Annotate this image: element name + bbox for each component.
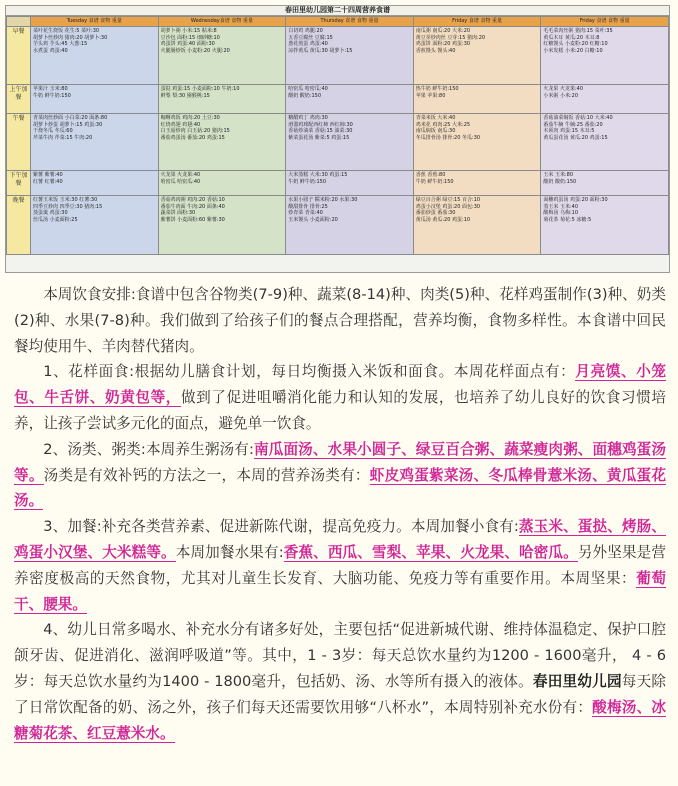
menu-item: 青菜肉丝炒面 小白菜:20 面条:80 — [33, 115, 108, 121]
snack-paragraph — [14, 514, 666, 617]
menu-cell — [541, 196, 669, 255]
menu-item: 五香豆腐丝 豆腐:15 — [288, 34, 333, 41]
soup-paragraph — [14, 437, 666, 514]
menu-item: 紫薯饼 小麦面粉:60 紫薯:30 — [160, 216, 225, 223]
snack-text-2: 本周加餐水果有: — [175, 543, 284, 561]
menu-item: 黄瓜木耳 黄瓜:20 木耳:8 — [543, 34, 600, 41]
menu-item: 酸梅汤 乌梅:10 — [543, 210, 579, 216]
nut-highlight: 葡萄干、腰果。 — [14, 569, 666, 613]
school-name: 春田里幼儿园 — [532, 672, 622, 690]
meal-label: 午餐 — [7, 114, 31, 171]
menu-item: 番茄鸡蛋汤 番茄:20 鸡蛋:15 — [160, 134, 225, 141]
menu-item: 牛奶 鲜牛奶:150 — [288, 178, 327, 185]
menu-item: 滑溜鸡球配西红柿 西红柿:30 — [288, 121, 353, 128]
menu-item: 酸甜排骨 排骨:25 — [288, 203, 328, 210]
menu-cell — [286, 171, 414, 196]
menu-item: 冬瓜排骨汤 排骨:20 冬瓜:30 — [415, 134, 481, 141]
intro-paragraph — [14, 282, 666, 359]
menu-item: 牛奶 鲜牛奶:150 — [33, 92, 71, 99]
menu-item: 蔬菜饼 面粉:30 — [160, 210, 196, 216]
weekly-menu-table-image — [5, 5, 670, 273]
soup-highlight: 南瓜面汤、水果小圆子、绿豆百合粥、蔬菜瘦肉粥、面穗鸡蛋汤等。 — [14, 440, 666, 484]
menu-item: 番茄牛腩 牛腩:25 番茄:20 — [543, 121, 603, 128]
soup-text-2: 汤类是有效补钙的方法之一，本周的营养汤类有： — [43, 466, 370, 484]
menu-cell — [541, 27, 669, 85]
menu-item: 番茄炒蛋 番茄:30 — [415, 210, 456, 216]
menu-item: 小米发糕 小米:20 白糖:10 — [543, 47, 603, 54]
meal-label: 下午加餐 — [7, 171, 31, 196]
menu-item: 苹果汁 玉米:80 — [33, 86, 68, 92]
menu-item: 白切鸡 鸡腿:20 — [288, 28, 323, 34]
menu-item: 胡萝卜炒蛋 胡萝卜:15 鸡蛋:30 — [33, 121, 103, 128]
menu-item: 黄瓜汤 黄瓜:20 鸡蛋:10 — [415, 216, 471, 223]
menu-cell — [31, 114, 159, 171]
meal-label: 早餐 — [7, 27, 31, 85]
menu-item: 糖醋鸡丁 鸡肉:30 — [288, 115, 328, 121]
menu-cell — [158, 196, 286, 255]
day-header: Thursday 食谱 食物 重量 — [286, 17, 414, 27]
menu-item: 木须肉 鸡蛋:15 木耳:5 — [543, 128, 595, 134]
menu-cell — [286, 85, 414, 114]
menu-row — [7, 27, 669, 85]
menu-item: 黄豆芽炒肉丝 豆芽:15 猪肉:20 — [415, 34, 486, 41]
menu-item: 番茄牛肉面 牛肉:20 面条:40 — [160, 203, 225, 210]
menu-item: 蒸蛋羹 鸡蛋:30 — [33, 210, 68, 216]
article-body — [14, 282, 666, 746]
menu-item: 水煮蛋 鸡蛋:40 — [33, 47, 68, 54]
menu-item: 咖喱鸡饭 鸡肉:20 土豆:30 — [160, 115, 220, 121]
menu-item: 酸奶 酸奶:150 — [543, 178, 577, 185]
menu-cell — [286, 196, 414, 255]
menu-item: 胡萝卜粥 小米:15 粘米:8 — [160, 28, 217, 34]
menu-title: 春田里幼儿园第二十四周营养食谱 — [6, 6, 669, 16]
menu-cell — [158, 171, 286, 196]
water-text-2: 每天除了日常饮配备的奶、汤之外，孩子们每天还需要饮用够“八杯水”，本周特别补充水份有： — [14, 672, 666, 716]
menu-cell — [541, 114, 669, 171]
grid-corner — [7, 17, 31, 27]
menu-item: 芹菜牛肉 芹菜:15 牛肉:20 — [33, 134, 93, 141]
menu-item: 鸡米花 鸡肉:25 大米:25 — [415, 121, 471, 128]
menu-cell — [158, 27, 286, 85]
menu-item: 白玉菇炒肉 白玉菇:20 猪肉:15 — [160, 128, 230, 134]
menu-cell — [413, 114, 541, 171]
menu-item: 南瓜焖饭 南瓜:30 — [415, 128, 456, 134]
menu-item: 南瓜粥 南瓜:20 大米:20 — [415, 28, 471, 34]
menu-cell — [413, 196, 541, 255]
menu-item: 酸奶 酸奶:150 — [288, 92, 322, 99]
drink-highlight: 酸梅汤、冰糖菊花茶、红豆薏米水。 — [14, 698, 666, 742]
snack-text-3: 另外坚果是营养密度极高的天然食物，尤其对儿童生长发育、大脑功能、免疫力等有重要作用。本周坚果： — [14, 543, 666, 587]
soup-highlight-2: 虾皮鸡蛋紫菜汤、冬瓜棒骨薏米汤、黄瓜蛋花汤。 — [14, 466, 666, 510]
menu-item: 玉米馒头 小麦面粉:20 — [288, 216, 338, 223]
snack-highlight: 蒸玉米、蛋挞、烤肠、鸡蛋小汉堡、大米糕等。 — [14, 518, 666, 561]
menu-item: 火龙果 火龙果:40 — [543, 86, 584, 92]
menu-row — [7, 196, 669, 255]
menu-row — [7, 114, 669, 171]
day-header: Tuesday 食谱 食物 重量 — [31, 17, 159, 27]
menu-cell — [158, 114, 286, 171]
pasta-paragraph — [14, 359, 666, 436]
menu-item: 鲜梨 梨:30 猕猴桃:15 — [160, 92, 210, 99]
menu-item: 香煎馒头 馒头:40 — [415, 47, 456, 54]
menu-item: 热牛奶 鲜牛奶:150 — [415, 86, 459, 92]
pasta-text: 1、花样面食:根据幼儿膳食计划，每日均衡摄入米饭和面食。本周花样面点有： — [43, 363, 576, 381]
menu-item: 炒青菜 青菜:40 — [288, 210, 323, 216]
menu-item: 红糖馒头 小麦粉:20 红糖:10 — [543, 41, 608, 47]
menu-cell — [31, 85, 159, 114]
pasta-highlight: 月亮馍、小笼包、牛舌饼、奶黄包等， — [14, 363, 666, 407]
menu-cell — [413, 27, 541, 85]
menu-cell — [541, 171, 669, 196]
meal-label: 上午加餐 — [7, 85, 31, 114]
menu-item: 毛毛菜肉丝粥 猪肉:15 菜叶:35 — [543, 28, 613, 34]
menu-item: 胡萝卜丝炒肉 猪肉:20 胡萝卜:30 — [33, 34, 108, 41]
menu-item: 香菇油菜焖饭 香菇:10 大米:40 — [543, 115, 613, 121]
menu-item: 哈密瓜 哈密瓜:40 — [160, 178, 201, 185]
menu-item: 黄瓜蛋花汤 黄瓜:20 鸡蛋:15 — [543, 134, 608, 141]
menu-cell — [286, 27, 414, 85]
menu-item: 大米蒸糕 大米:30 鸡蛋:15 — [288, 172, 348, 178]
water-paragraph — [14, 617, 666, 746]
menu-item: 紫薯 紫薯:40 — [33, 172, 63, 178]
menu-item: 鸡蛋饼 面粉:20 鸡蛋:30 — [415, 41, 471, 47]
menu-item: 香菇炒油菜 香菇:15 油菜:30 — [288, 128, 353, 134]
menu-item: 蒸玉米 玉米:40 — [543, 203, 579, 210]
menu-item: 面穗鸡蛋汤 鸡蛋:20 面粉:30 — [543, 197, 608, 203]
menu-item: 玉米 玉米:80 — [543, 172, 574, 178]
menu-item: 红薯 红薯:40 — [33, 178, 63, 185]
menu-cell — [413, 85, 541, 114]
menu-item: 葱花煎蛋 鸡蛋:40 — [288, 41, 328, 47]
day-header: Friday 食谱 食物 重量 — [541, 17, 669, 27]
menu-item: 鸡蛋小汉堡 鸡蛋:20 面包:30 — [415, 203, 481, 210]
menu-item: 蛋挞 鸡蛋:15 小麦面粉:10 牛奶:10 — [160, 86, 240, 92]
menu-cell — [541, 85, 669, 114]
day-header: Friday 食谱 食物 重量 — [413, 17, 541, 27]
menu-item: 青菜米饭 大米:40 — [415, 115, 456, 121]
menu-row — [7, 171, 669, 196]
menu-grid — [6, 16, 669, 255]
pasta-text-2: 做到了促进咀嚼消化能力和认知的发展，也培养了幼儿良好的饮食习惯培养，让孩子尝试多元化的面点，避免单一饮食。 — [14, 389, 666, 432]
menu-item: 火龙果 火龙果:40 — [160, 172, 201, 178]
menu-cell — [413, 171, 541, 196]
menu-row — [7, 85, 669, 114]
menu-cell — [31, 27, 159, 85]
menu-cell — [31, 196, 159, 255]
menu-item: 火腿肠炒饭 小麦粉:20 火腿:20 — [160, 47, 230, 54]
menu-item: 豆沙包 面粉:15 细砂糖:10 — [160, 34, 220, 41]
menu-item: 绿豆百合粥 绿豆:15 百合:10 — [415, 197, 481, 203]
soup-text: 2、汤类、粥类:本周养生粥汤有: — [43, 440, 254, 458]
menu-item: 芋头鸡 芋头:45 大葱:15 — [33, 41, 88, 47]
menu-item: 四季豆炒肉 四季豆:30 猪肉:15 — [33, 203, 103, 210]
water-text: 4、幼儿日常多喝水、补充水分有诸多好处，主要包括“促进新城代谢、维持体温稳定、保护口腔颌牙齿、促进消化、滋润呼吸道”等。其中，1 - 3岁：每天总饮水量约为1200 - 1600毫升， 4 - 6岁：每天总饮水量约为1400 - 1800毫升，包括奶、汤、水等所有摄入的液体。 — [14, 621, 666, 690]
menu-cell — [158, 85, 286, 114]
fruit-highlight: 香蕉、西瓜、雪梨、苹果、火龙果、哈密瓜。 — [283, 543, 578, 561]
menu-item: 小米粥 小米:20 — [543, 92, 579, 99]
menu-item: 菊花茶 菊花:5 冰糖:5 — [543, 216, 592, 223]
menu-item: 鸡蛋饼 鸡蛋:40 面粉:30 — [160, 41, 215, 47]
menu-item: 丝瓜汤 小麦面粉:25 — [33, 216, 78, 223]
menu-item: 干烧冬瓜 冬瓜:60 — [33, 128, 73, 134]
menu-cell — [286, 114, 414, 171]
snack-text: 3、加餐:补充各类营养素、促进新陈代谢，提高免疫力。本周加餐小食有: — [43, 518, 519, 536]
menu-item: 红薯玉米饭 玉米:30 红薯:30 — [33, 197, 98, 203]
day-header: Wednesday食谱 食物 重量 — [158, 17, 286, 27]
meal-label: 晚餐 — [7, 196, 31, 255]
menu-item: 紫菜蛋花汤 紫菜:5 鸡蛋:15 — [288, 134, 350, 141]
intro-text: 本周饮食安排:食谱中包含谷物类(7-9)种、蔬菜(8-14)种、肉类(5)种、花样鸡蛋制作(3)种、奶类(2)种、水果(7-8)种。我们做到了给孩子们的餐点合理搭配，营养均衡，食物多样性。本食谱中回民餐均使用牛、羊肉替代猪肉。 — [14, 286, 666, 355]
menu-item: 菜叶花生烧饭 花生:5 菜叶:30 — [33, 28, 100, 34]
menu-item: 牛奶 鲜牛奶:150 — [415, 178, 454, 185]
menu-item: 哈密瓜 哈密瓜:40 — [288, 86, 328, 92]
menu-item: 香蕉 香蕉:80 — [415, 172, 446, 178]
menu-cell — [31, 171, 159, 196]
menu-item: 香菇鸡肉粥 鸡肉:20 香菇:10 — [160, 197, 225, 203]
menu-item: 凉拌黄瓜 黄瓜:30 胡萝卜:15 — [288, 47, 353, 54]
menu-item: 红烧鸡翅 鸡翅:40 — [160, 121, 201, 128]
menu-item: 水果小圆子 糯米粉:20 水果:30 — [288, 197, 358, 203]
menu-item: 苹果 苹果:80 — [415, 92, 446, 99]
